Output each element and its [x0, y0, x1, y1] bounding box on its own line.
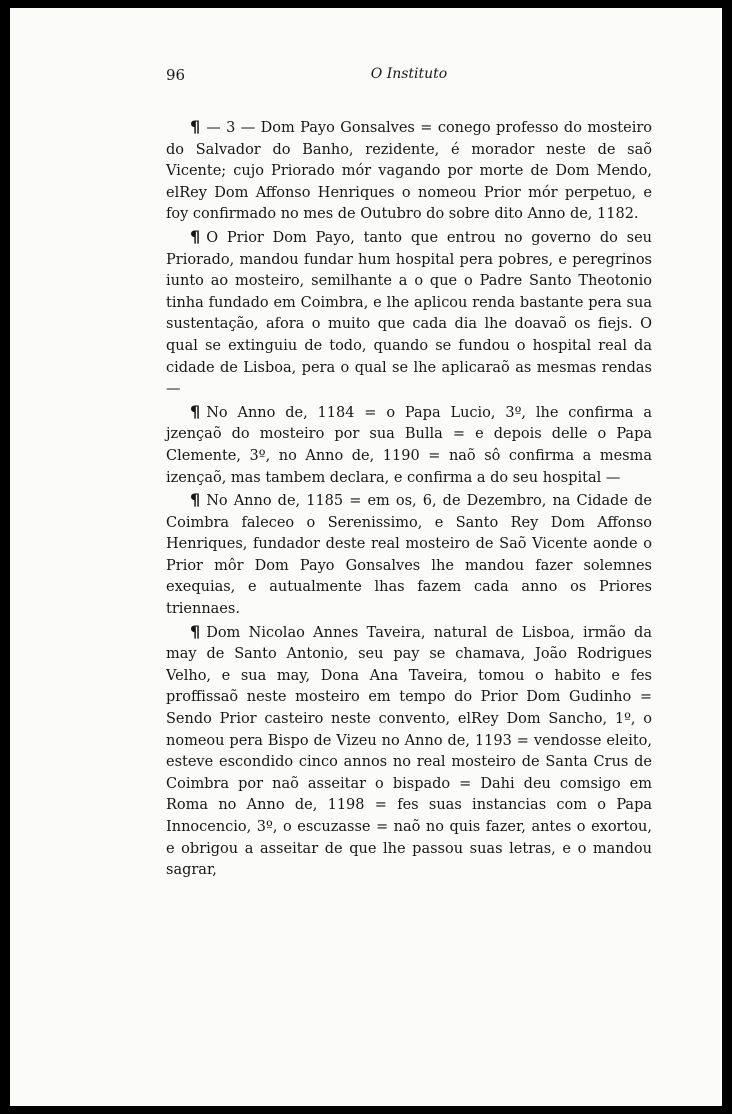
pilcrow-icon: ¶: [190, 226, 201, 246]
paragraph-text: No Anno de, 1184 = o Papa Lucio, 3º, lhe confirma a jzençaõ do mosteiro por sua Bulla = e depois delle o Papa Clemente, 3º, no Anno de, 1190 = naõ sô confirma a mesma izençaõ, mas tambem declara, e confirma a do seu hospital —: [166, 404, 652, 486]
paragraph-4: [166, 489, 652, 621]
running-title: O Instituto: [370, 66, 448, 82]
page-header: [166, 66, 652, 90]
paragraph-text: Dom Nicolao Annes Taveira, natural de Lisboa, irmão da may de Santo Antonio, seu pay se chamava, João Rodrigues Velho, e sua may, Dona Ana Taveira, tomou o habito e fes proffissaõ neste mosteiro em tempo do Prior Dom Gudinho = Sendo Prior casteiro neste convento, elRey Dom Sancho, 1º, o nomeou pera Bispo de Vizeu no Anno de, 1193 = vendosse eleito, esteve escondido cinco annos no real mosteiro de Santa Crus de Coimbra por naõ asseitar o bispado = Dahi deu comsigo em Roma no Anno de, 1198 = fes suas instancias com o Papa Innocencio, 3º, o escuzasse = naõ no quis fazer, antes o exortou, e obrigou a asseitar de que lhe passou suas letras, e o mandou sagrar,: [166, 624, 652, 879]
pilcrow-icon: ¶: [190, 490, 201, 510]
pilcrow-icon: ¶: [190, 621, 201, 641]
paragraph-5: [166, 621, 652, 882]
body-text: [166, 116, 652, 882]
paragraph-3: [166, 401, 652, 489]
paragraph-text: O Prior Dom Payo, tanto que entrou no governo do seu Priorado, mandou fundar hum hospital pera pobres, e peregrinos iunto ao mosteiro, semilhante a o que o Padre Santo Theotonio tinha fundado em Coimbra, e lhe aplicou renda bastante pera sua sustentação, afora o muito que cada dia lhe doavaõ os fiejs. O qual se extinguiu de todo, quando se fundou o hospital real da cidade de Lisboa, pera o qual se lhe aplicaraõ as mesmas rendas —: [166, 229, 652, 398]
pilcrow-icon: ¶: [190, 401, 201, 421]
paragraph-text: — 3 — Dom Payo Gonsalves = conego professo do mosteiro do Salvador do Banho, rezidente, é morador neste de saõ Vicente; cujo Priorado mór vagando por morte de Dom Mendo, elRey Dom Affonso Henriques o nomeou Prior mór perpetuo, e foy confirmado no mes de Outubro do sobre dito Anno de, 1182.: [166, 120, 652, 223]
pilcrow-icon: ¶: [190, 117, 201, 136]
paragraph-text: No Anno de, 1185 = em os, 6, de Dezembro, na Cidade de Coimbra faleceo o Serenissimo, e Santo Rey Dom Affonso Henriques, fundador deste real mosteiro de Saõ Vicente aonde o Prior môr Dom Payo Gonsalves lhe mandou fazer solemnes exequias, e autualmente lhas fazem cada anno os Priores triennaes.: [166, 493, 652, 618]
page: [10, 8, 722, 1106]
paragraph-1: [166, 116, 652, 226]
page-number: 96: [166, 66, 186, 84]
paragraph-2: [166, 226, 652, 401]
